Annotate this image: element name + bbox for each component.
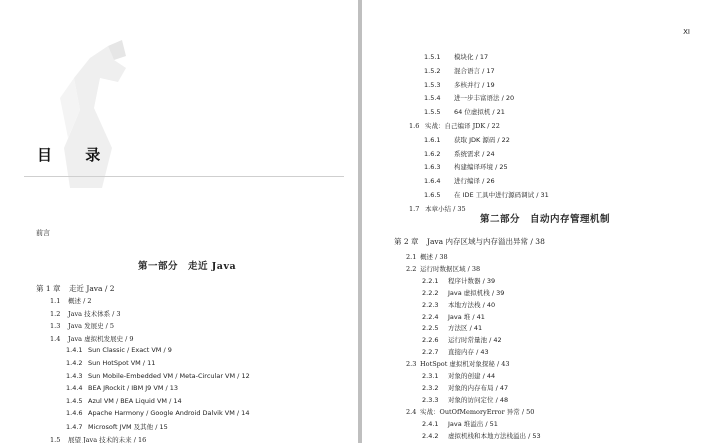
toc-entry	[424, 66, 495, 75]
toc-entry-title: Sun Classic / Exact VM / 9	[88, 346, 172, 355]
toc-entry-number: 2.3.3	[422, 395, 439, 404]
toc-entry-title: 运行时数据区域 / 38	[420, 264, 481, 273]
toc-entry-title: 方法区 / 41	[448, 324, 483, 333]
toc-entry-number: 2.1	[406, 253, 417, 261]
toc-entry-number: 1.4.1	[66, 346, 83, 355]
toc-entry	[50, 321, 114, 330]
toc-entry	[424, 52, 488, 61]
toc-entry	[50, 435, 146, 443]
toc-entry	[406, 264, 480, 273]
toc-entry-title: HotSpot 虚拟机对象探秘 / 43	[420, 360, 510, 369]
toc-entry	[422, 312, 485, 321]
toc-entry-number: 1.4.7	[66, 423, 83, 431]
toc-entry-number: 2.3.2	[422, 383, 439, 392]
toc-entry-title: Azul VM / BEA Liquid VM / 14	[88, 396, 182, 405]
toc-entry-number: 1.4	[50, 334, 61, 343]
toc-entry	[422, 300, 495, 309]
toc-entry-title: 实战：自己编译 JDK / 22	[425, 122, 500, 130]
toc-entry-number: 1.6	[409, 122, 420, 130]
toc-entry-title: 多核并行 / 19	[454, 80, 495, 89]
toc-entry	[422, 383, 508, 392]
toc-entry	[66, 346, 172, 354]
toc-entry-title: 模块化 / 17	[454, 53, 489, 61]
toc-entry	[424, 93, 514, 102]
toc-entry-title: 本地方法栈 / 40	[448, 300, 496, 309]
toc-entry-number: 1.5.5	[424, 108, 441, 117]
toc-entry	[422, 276, 495, 285]
toc-entry	[424, 135, 510, 144]
toc-entry-number: 1.6.2	[424, 149, 441, 158]
page-number: XI	[683, 28, 690, 36]
toc-entry	[406, 407, 534, 416]
chapter-1-entry	[36, 283, 115, 294]
toc-entry-number: 2.3	[406, 360, 417, 369]
toc-entry-title: Sun HotSpot VM / 11	[88, 359, 156, 367]
toc-entry-title: Java 发展史 / 5	[68, 322, 115, 331]
toc-entry-title: 进一步丰富语法 / 20	[454, 94, 515, 103]
toc-entry-title: Microsoft JVM 及其他 / 15	[88, 423, 168, 431]
toc-entry-number: 2.4.2	[422, 431, 439, 440]
toc-entry-title: 获取 JDK 源码 / 22	[454, 135, 510, 144]
toc-entry	[424, 190, 549, 199]
toc-entry	[424, 149, 495, 158]
toc-entry-title: Sun Mobile-Embedded VM / Meta-Circular VM / 12	[88, 371, 250, 380]
toc-entry-title: 虚拟机栈和本地方法栈溢出 / 53	[448, 431, 541, 440]
toc-entry-title: 展望 Java 技术的未来 / 16	[68, 435, 147, 443]
toc-entry-number: 2.3.1	[422, 372, 439, 380]
chapter-number: 第 2 章	[394, 237, 419, 246]
toc-entry-title: Java 虚拟机栈 / 39	[448, 288, 505, 297]
chapter-2-entry	[394, 236, 545, 247]
title-divider	[24, 176, 344, 177]
toc-entry-number: 1.2	[50, 309, 61, 318]
right-page	[362, 0, 720, 443]
toc-entry	[66, 372, 250, 380]
horse-illustration	[30, 38, 190, 188]
toc-entry-title: 对象的创建 / 44	[448, 372, 496, 380]
toc-entry	[424, 176, 495, 185]
toc-entry-number: 2.2.2	[422, 288, 439, 297]
toc-entry	[424, 107, 505, 116]
toc-entry-title: 实战：OutOfMemoryError 异常 / 50	[420, 407, 535, 416]
toc-entry-number: 1.3	[50, 322, 61, 331]
toc-entry-number: 1.5	[50, 435, 61, 443]
toc-entry	[66, 409, 249, 417]
chapter-title: Java 内存区域与内存溢出异常 / 38	[426, 237, 545, 246]
toc-entry-title: Java 堆 / 41	[448, 312, 485, 321]
toc-entry-title: Java 技术体系 / 3	[68, 309, 121, 318]
toc-entry	[406, 252, 448, 261]
toc-entry-number: 1.6.1	[424, 135, 441, 144]
toc-entry-title: Java 堆溢出 / 51	[448, 419, 498, 428]
toc-entry-number: 1.4.2	[66, 359, 83, 367]
toc-entry	[422, 419, 498, 428]
toc-entry-number: 1.4.4	[66, 384, 83, 393]
toc-entry-number: 1.7	[409, 204, 420, 213]
toc-entry	[422, 288, 504, 297]
part-two-title: 第二部分 自动内存管理机制	[480, 214, 611, 225]
toc-entry	[66, 397, 182, 405]
toc-entry-title: 概述 / 2	[68, 297, 92, 305]
toc-entry-title: 直接内存 / 43	[448, 348, 489, 357]
toc-entry	[424, 80, 495, 89]
toc-entry	[409, 121, 500, 130]
toc-entry	[424, 162, 508, 171]
toc-entry-title: BEA JRockit / IBM J9 VM / 13	[88, 384, 179, 393]
toc-entry-number: 1.5.3	[424, 80, 441, 89]
toc-entry-number: 1.1	[50, 297, 61, 305]
left-page	[0, 0, 358, 443]
toc-entry-number: 1.4.3	[66, 371, 83, 380]
toc-entry-number: 2.2.1	[422, 276, 439, 285]
toc-entry-number: 2.2.5	[422, 324, 439, 333]
toc-entry-number: 2.2.3	[422, 300, 439, 309]
toc-entry-title: 进行编译 / 26	[454, 177, 495, 186]
toc-entry-number: 1.5.4	[424, 94, 441, 103]
toc-entry	[406, 359, 510, 368]
toc-entry-number: 1.6.5	[424, 191, 441, 199]
toc-entry	[422, 395, 508, 404]
toc-entry	[50, 334, 134, 343]
toc-entry-title: Apache Harmony / Google Android Dalvik VM / 14	[88, 409, 250, 418]
toc-entry	[422, 335, 502, 344]
toc-entry	[50, 309, 121, 318]
toc-entry-title: 系统需求 / 24	[454, 149, 495, 158]
toc-entry-title: 64 位虚拟机 / 21	[454, 108, 505, 117]
toc-entry-title: 对象的访问定位 / 48	[448, 395, 509, 404]
toc-entry-number: 2.4	[406, 407, 417, 416]
toc-entry-number: 2.2.7	[422, 348, 439, 357]
toc-entry-number: 1.4.5	[66, 396, 83, 405]
toc-entry	[50, 296, 91, 305]
toc-entry-title: 混合语言 / 17	[454, 66, 495, 75]
toc-entry-title: 运行时常量池 / 42	[448, 336, 502, 345]
toc-entry-number: 2.2	[406, 264, 417, 273]
preface-entry: 前言	[36, 229, 50, 237]
toc-entry-number: 1.5.2	[424, 66, 441, 75]
toc-entry-number: 2.4.1	[422, 419, 439, 428]
toc-title: 目 录	[37, 146, 115, 164]
toc-entry	[66, 384, 178, 392]
toc-entry-number: 1.6.3	[424, 163, 441, 172]
toc-entry	[409, 204, 466, 213]
toc-entry-number: 2.2.4	[422, 312, 439, 321]
chapter-number: 第 1 章	[36, 284, 61, 293]
toc-entry	[66, 359, 155, 367]
toc-entry-title: 构建编译环境 / 25	[454, 163, 508, 172]
toc-entry-title: 概述 / 38	[420, 253, 448, 261]
toc-entry-title: 对象的内存布局 / 47	[448, 383, 509, 392]
toc-entry	[422, 323, 482, 332]
toc-entry-number: 1.4.6	[66, 409, 83, 418]
toc-entry-number: 1.5.1	[424, 53, 441, 61]
toc-entry	[422, 431, 541, 440]
toc-entry-number: 2.2.6	[422, 336, 439, 345]
toc-entry-title: 在 IDE 工具中进行源码调试 / 31	[454, 191, 549, 199]
toc-entry	[422, 347, 489, 356]
toc-entry	[422, 371, 495, 380]
toc-entry-title: 本章小结 / 35	[425, 204, 466, 213]
toc-entry-title: Java 虚拟机发展史 / 9	[68, 334, 134, 343]
chapter-title: 走近 Java / 2	[68, 284, 115, 293]
part-one-title: 第一部分 走近 Java	[138, 261, 237, 272]
toc-entry-number: 1.6.4	[424, 177, 441, 186]
toc-entry	[66, 422, 168, 431]
toc-entry-title: 程序计数器 / 39	[448, 276, 496, 285]
